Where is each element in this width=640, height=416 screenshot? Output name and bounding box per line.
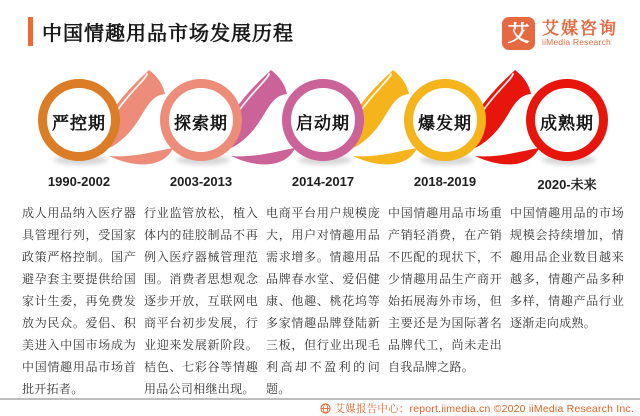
logo-name: 艾媒咨询 <box>542 19 618 39</box>
logo-text <box>542 20 618 47</box>
stage-years-3: 2014-2017 <box>291 174 355 189</box>
stage-years-5: 2020-未来 <box>537 177 597 192</box>
page-title: 中国情趣用品市场发展历程 <box>42 23 294 45</box>
stage-description-5: 中国情趣用品的市场规模会持续增加，情趣用品企业数目越来越多，情趣产品多种多样，情趣产品行业逐渐走向成熟。 <box>510 206 624 330</box>
timeline-strip <box>0 70 640 170</box>
stage-label-2: 探索期 <box>174 114 228 133</box>
globe-icon <box>320 403 331 414</box>
stage-description-1: 成人用品纳入医疗器具管理行列，受国家政策严格控制。国产避孕套主要提供给国家计生委，再免费发放为民众。爱侣、积美进入中国市场成为中国情趣用品市场首批开拓者。 <box>22 206 136 396</box>
years-row <box>0 170 640 193</box>
header <box>0 0 640 50</box>
stage-years-1: 1990-2002 <box>47 174 111 189</box>
stage-years-4: 2018-2019 <box>413 174 477 189</box>
stage-description-4: 中国情趣用品市场重产销轻消费，在产销不匹配的现状下，不少情趣用品生产商开始拓展海外市场，但主要还是为国际著名品牌代工，尚未走出自我品牌之路。 <box>388 206 502 374</box>
title-block <box>28 17 294 46</box>
stage-label-4: 爆发期 <box>418 114 472 133</box>
iimedia-logo <box>502 17 626 50</box>
stage-description-2: 行业监管放松，植入体内的硅胶制品不再例入医疗器械管理范围。消费者思想观念逐步开放，互联网电商平台初步发展，行业迎来发展新阶段。桔色、七彩谷等情趣用品公司相继出现。 <box>144 206 258 396</box>
stage-ribbon-tail <box>475 148 539 164</box>
iimedia-logo-icon: 艾 <box>502 17 535 50</box>
stage-ribbon-tail <box>109 148 173 164</box>
title-accent-bar <box>28 17 33 46</box>
stage-ribbon-tail <box>353 148 417 164</box>
logo-subtitle: iiMedia Research <box>542 36 611 47</box>
descriptions-row <box>0 202 640 400</box>
stage-label-1: 严控期 <box>52 114 106 133</box>
stage-label-5: 成熟期 <box>540 114 594 133</box>
stage-label-3: 启动期 <box>296 114 350 133</box>
footer <box>0 398 640 416</box>
stage-years-2: 2003-2013 <box>169 174 233 189</box>
footer-text: 艾媒报告中心：report.iimedia.cn ©2020 iiMedia Research Inc. <box>334 403 634 415</box>
stage-ribbon-tail <box>231 148 295 164</box>
stage-description-3: 电商平台用户规模庞大，用户对情趣用品需求增多。情趣用品品牌春水堂、爱侣健康、他趣、桃花坞等多家情趣品牌登陆新三板，但行业出现毛利高却不盈利的问题。 <box>266 206 380 396</box>
